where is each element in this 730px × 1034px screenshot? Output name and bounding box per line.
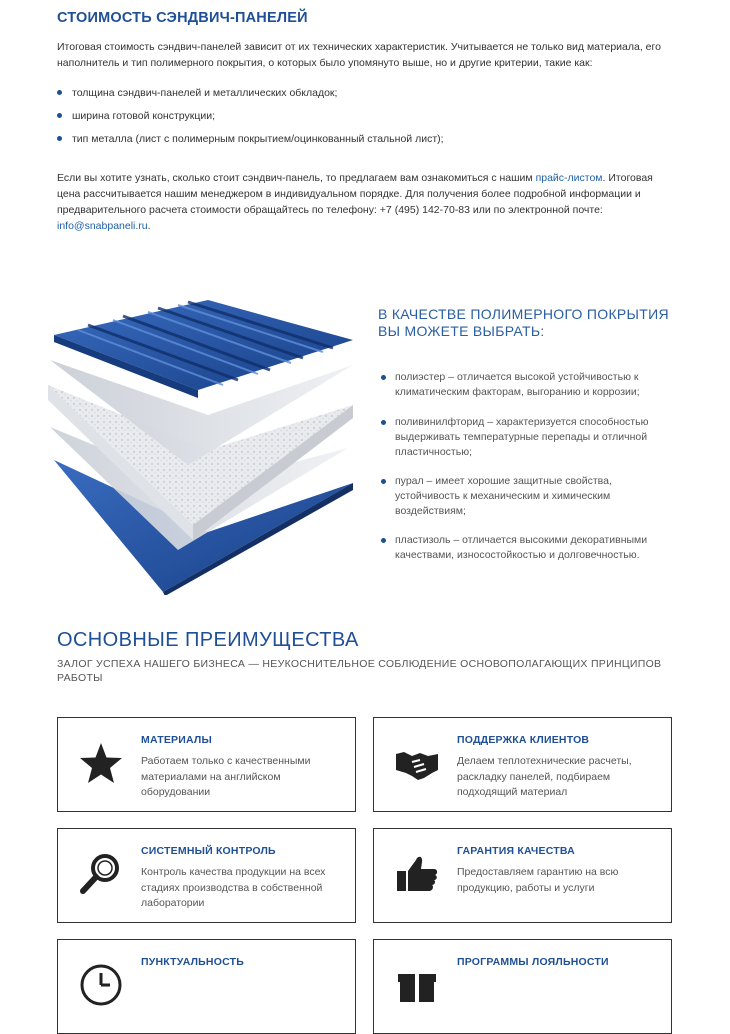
bullet-icon (381, 538, 386, 543)
email-link[interactable]: info@snabpaneli.ru (57, 220, 148, 232)
card-text: Работаем только с качественными материалами на английском оборудовании (141, 755, 311, 798)
bullet-icon (381, 375, 386, 380)
star-icon (78, 740, 124, 786)
price-paragraph: Если вы хотите узнать, сколько стоит сэндвич-панель, то предлагаем вам ознакомиться с нашим прайс-листом. Итоговая цена рассчитывается нашим менеджером в индивидуальном порядке. Для получения более подробной информации и предварительного расчета стоимости обращайтесь по телефону: +7 (495) 142-70-83 или по электронной почте: info@snabpaneli.ru. (57, 172, 653, 232)
cost-intro: Итоговая стоимость сэндвич-панелей зависит от их технических характеристик. Учитывается не только вид материала, его наполнитель и тип полимерного покрытия, о которых было упомянуто выше, но и другие критерии, такие как: (57, 41, 661, 69)
card-title: ГАРАНТИЯ КАЧЕСТВА (457, 845, 575, 857)
gift-icon (394, 962, 440, 1008)
bullet-icon (57, 136, 62, 141)
card-text: Контроль качества продукции на всех стадиях производства в собственной лаборатории (141, 866, 326, 909)
coating-item: пластизоль – отличается высокими декоративными качествами, износостойкостью и долговечностью. (381, 533, 671, 563)
thumbs-up-icon (394, 851, 440, 897)
card-text: Делаем теплотехнические расчеты, раскладку панелей, подбираем подходящий материал (457, 755, 632, 798)
card-title: МАТЕРИАЛЫ (141, 734, 212, 746)
bullet-icon (381, 479, 386, 484)
bullet-icon (57, 113, 62, 118)
magnifier-icon (78, 851, 124, 897)
card-text: Предоставляем гарантию на всю продукцию, работы и услуги (457, 866, 619, 894)
clock-icon (78, 962, 124, 1008)
coating-title: В КАЧЕСТВЕ ПОЛИМЕРНОГО ПОКРЫТИЯ ВЫ МОЖЕТЕ ВЫБРАТЬ: (378, 306, 669, 339)
cost-title: СТОИМОСТЬ СЭНДВИЧ-ПАНЕЛЕЙ (57, 10, 308, 26)
advantage-card-punctuality (57, 939, 356, 1034)
bullet-icon (57, 90, 62, 95)
handshake-icon (394, 740, 440, 786)
card-title: СИСТЕМНЫЙ КОНТРОЛЬ (141, 845, 276, 857)
coating-item: полиэстер – отличается высокой устойчивостью к климатическим факторам, выгоранию и коррозии; (381, 370, 671, 400)
coating-item: пурал – имеет хорошие защитные свойства, устойчивость к механическим и химическим воздействиям; (381, 474, 671, 519)
card-title: ПОДДЕРЖКА КЛИЕНТОВ (457, 734, 590, 746)
advantage-card-loyalty (373, 939, 672, 1034)
advantage-card-guarantee (373, 828, 672, 923)
sandwich-panel-illustration (48, 300, 358, 595)
coating-item: поливинилфторид – характеризуется способностью выдерживать температурные перепады и отличной пластичностью; (381, 415, 671, 460)
price-list-link[interactable]: прайс-листом (535, 172, 603, 184)
bullet-icon (381, 420, 386, 425)
advantages-subtitle: ЗАЛОГ УСПЕХА НАШЕГО БИЗНЕСА — НЕУКОСНИТЕЛЬНОЕ СОБЛЮДЕНИЕ ОСНОВОПОЛАГАЮЩИХ ПРИНЦИПОВ РАБОТЫ (57, 658, 662, 684)
cost-bullet: тип металла (лист с полимерным покрытием/оцинкованный стальной лист); (57, 131, 444, 147)
card-title: ПУНКТУАЛЬНОСТЬ (141, 956, 244, 968)
advantages-title: ОСНОВНЫЕ ПРЕИМУЩЕСТВА (57, 629, 359, 651)
advantage-card-materials (57, 717, 356, 812)
card-title: ПРОГРАММЫ ЛОЯЛЬНОСТИ (457, 956, 609, 968)
advantage-card-control (57, 828, 356, 923)
advantage-card-support (373, 717, 672, 812)
cost-bullet: ширина готовой конструкции; (57, 108, 215, 124)
cost-bullet: толщина сэндвич-панелей и металлических обкладок; (57, 85, 337, 101)
